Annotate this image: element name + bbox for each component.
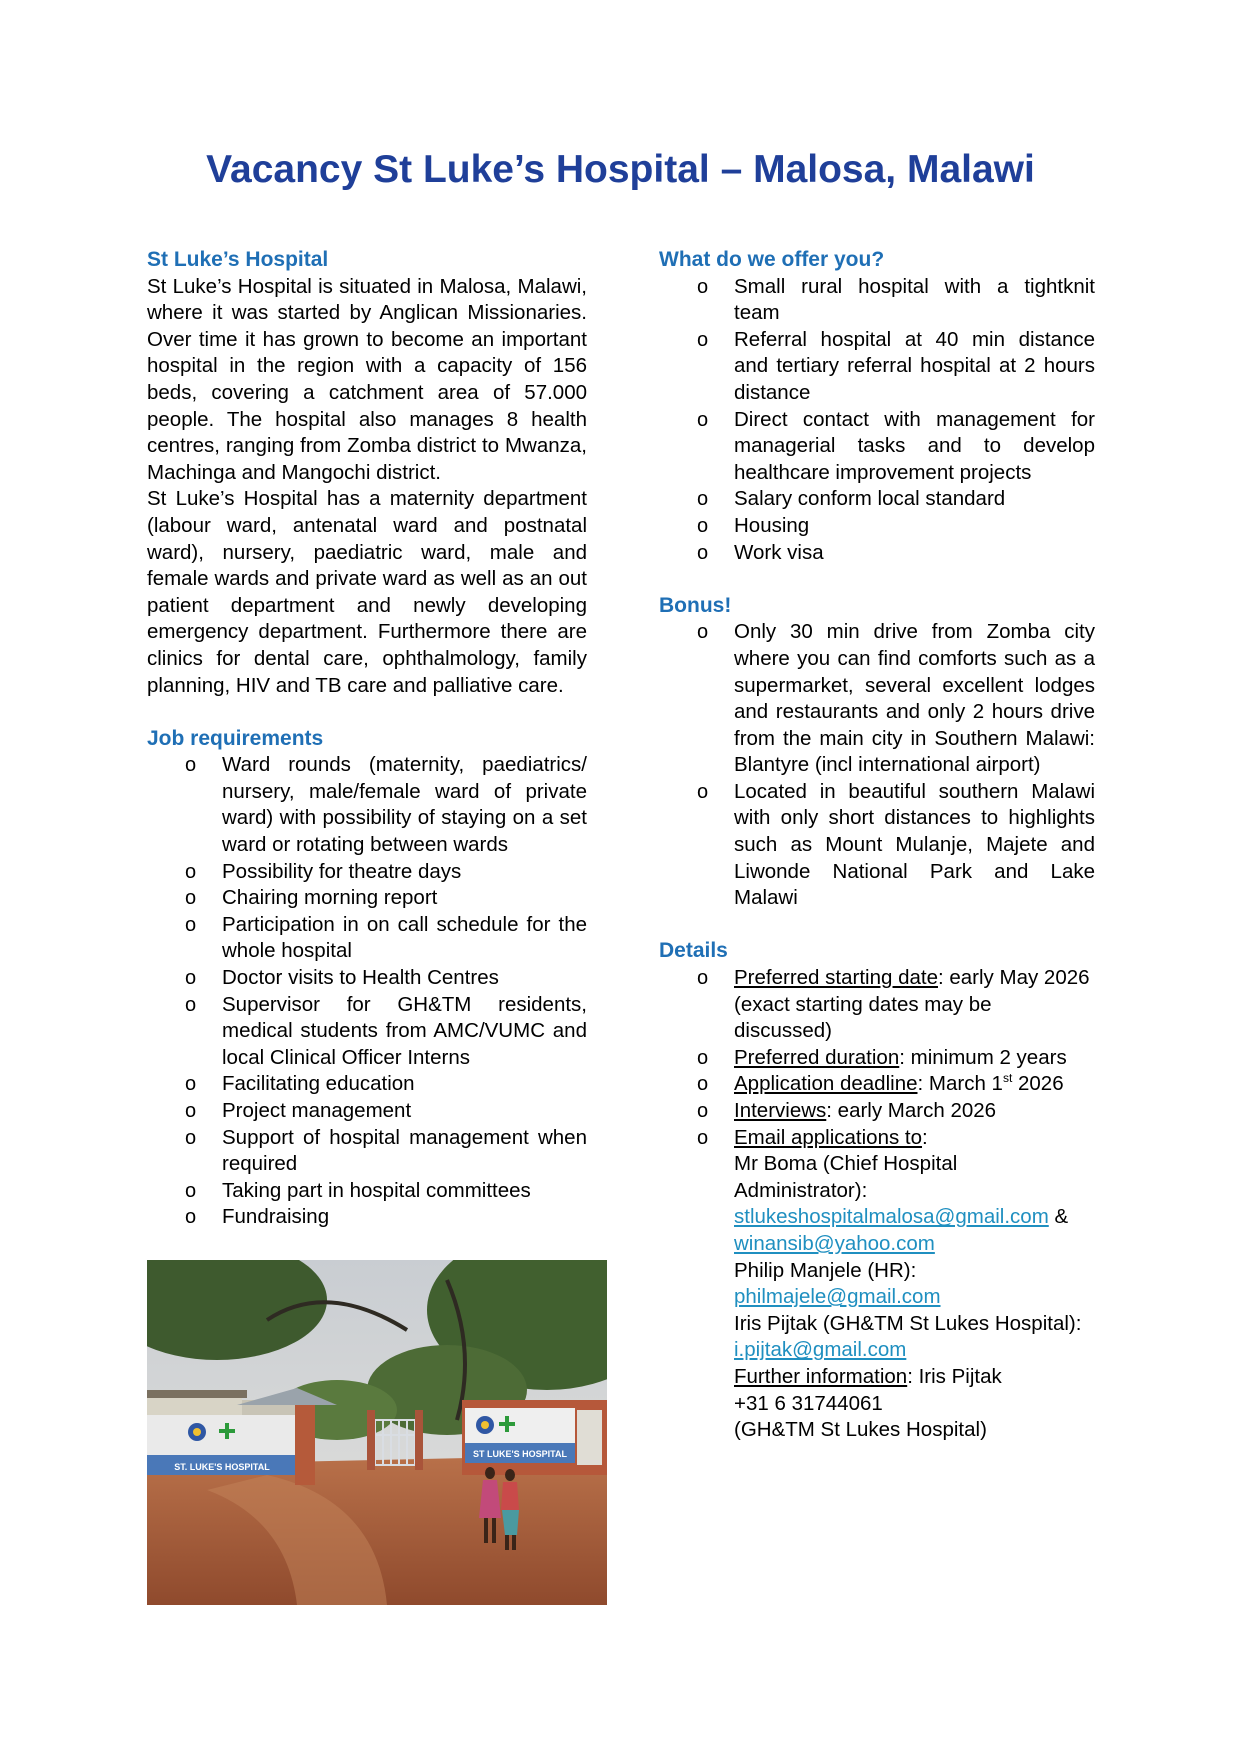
bullet-icon: o xyxy=(697,621,709,644)
bullet-icon: o xyxy=(185,913,197,936)
bullet-icon: o xyxy=(185,967,197,990)
list-item: o Housing xyxy=(659,513,1095,540)
bullet-icon: o xyxy=(697,328,709,351)
bullet-icon: o xyxy=(185,860,197,883)
contact-pijtak: Iris Pijtak (GH&TM St Lukes Hospital): xyxy=(734,1311,1082,1335)
contact-boma: Mr Boma (Chief Hospital Administrator): xyxy=(734,1152,958,1202)
phone-number: +31 6 31744061 xyxy=(734,1391,883,1415)
further-information: Further information: Iris Pijtak xyxy=(734,1364,1002,1388)
list-item: o Facilitating education xyxy=(147,1071,587,1098)
list-item: o Supervisor for GH&TM residents, medical students from AMC/VUMC and local Clinical Officer Interns xyxy=(185,992,587,1069)
section-heading-bonus: Bonus! xyxy=(659,593,732,617)
list-item: o Ward rounds (maternity, paediatrics/ nursery, male/female ward of private ward) with possibility of staying on a set ward or rotating between wards xyxy=(185,753,587,857)
bullet-icon: o xyxy=(185,1126,197,1149)
offer-list xyxy=(659,274,1095,567)
bullet-icon: o xyxy=(697,780,709,803)
right-column xyxy=(659,247,1095,1444)
hospital-description: St Luke’s Hospital is situated in Malosa, Malawi, where it was started by Anglican Missionaries. Over time it has grown to become an important hospital in the region with a capacity of 156 beds, covering a catchment area of 57.000 people. The hospital also manages 8 health centres, ranging from Zomba district to Mwanza, Machinga and Mangochi district. xyxy=(147,274,587,484)
detail-start-date: o Preferred starting date: early May 2026 (exact starting dates may be discussed) xyxy=(697,966,1090,1043)
email-link-philmajele[interactable]: philmajele@gmail.com xyxy=(734,1285,941,1309)
contact-org: (GH&TM St Lukes Hospital) xyxy=(734,1418,987,1442)
bullet-icon: o xyxy=(185,993,197,1016)
section-heading-offer: What do we offer you? xyxy=(659,248,885,271)
left-column xyxy=(147,247,587,1231)
list-item: o Possibility for theatre days xyxy=(147,859,587,886)
list-item: o Small rural hospital with a tightknit team xyxy=(697,274,1095,325)
photo-sign-text: ST. LUKE'S HOSPITAL xyxy=(174,1462,270,1472)
detail-interviews: o Interviews: early March 2026 xyxy=(659,1098,1095,1125)
hospital-departments: St Luke’s Hospital has a maternity department (labour ward, antenatal ward and postnatal ward), nursery, paediatric ward, male and female wards and private ward as well as an out patient department and newly developing emergency department. Furthermore there are clinics for dental care, ophthalmology, family planning, HIV and TB care and palliative care. xyxy=(147,487,587,697)
email-link-pijtak[interactable]: i.pijtak@gmail.com xyxy=(734,1338,907,1362)
bullet-icon: o xyxy=(697,1046,709,1069)
list-item: o Salary conform local standard xyxy=(659,486,1095,513)
section-heading-requirements: Job requirements xyxy=(147,726,324,750)
bullet-icon: o xyxy=(185,1073,197,1096)
detail-email-applications: o Email applications to: Mr Boma (Chief Hospital Administrator): stlukeshospitalmalosa@gmail.com & winansib@yahoo.com Philip Manjele (HR): philmajele@gmail.com Iris Pijtak (GH&TM St Lukes Hospital): i.pijtak@gmail.com Further information: Iris Pijtak +31 6 31744061 (GH&TM St Lukes Hospital) xyxy=(659,1125,1095,1444)
list-item: o Located in beautiful southern Malawi with only short distances to highlights such as Mount Mulanje, Majete and Liwonde National Park and Lake Malawi xyxy=(697,779,1095,910)
bullet-icon: o xyxy=(185,1179,197,1202)
list-item: o Direct contact with management for managerial tasks and to develop healthcare improvement projects xyxy=(697,407,1095,484)
list-item: o Chairing morning report xyxy=(147,885,587,912)
detail-deadline: o Application deadline: March 1st 2026 xyxy=(659,1071,1095,1098)
photo-sign-text-right: ST LUKE'S HOSPITAL xyxy=(473,1449,567,1459)
bullet-icon: o xyxy=(185,754,197,777)
list-item: o Support of hospital management when required xyxy=(185,1125,587,1176)
hospital-entrance-photo xyxy=(147,1260,607,1605)
contact-manjele: Philip Manjele (HR): xyxy=(734,1258,917,1282)
bullet-icon: o xyxy=(185,1206,197,1229)
bullet-icon: o xyxy=(697,275,709,298)
bullet-icon: o xyxy=(697,1100,709,1122)
bullet-icon: o xyxy=(697,514,709,537)
email-link-winansib[interactable]: winansib@yahoo.com xyxy=(734,1231,935,1255)
page-title: Vacancy St Luke’s Hospital – Malosa, Malawi xyxy=(206,148,1035,191)
bullet-icon: o xyxy=(697,967,709,990)
list-item: o Participation in on call schedule for the whole hospital xyxy=(185,912,587,963)
section-heading-hospital: St Luke’s Hospital xyxy=(147,248,329,271)
requirements-list xyxy=(147,752,587,1231)
list-item: o Only 30 min drive from Zomba city where you can find comforts such as a supermarket, several excellent lodges and restaurants and only 2 hours drive from the main city in Southern Malawi: Blantyre (incl international airport) xyxy=(697,620,1095,777)
list-item: o Fundraising xyxy=(147,1204,587,1231)
bullet-icon: o xyxy=(697,1073,709,1096)
list-item: o Project management xyxy=(147,1098,587,1125)
bullet-icon: o xyxy=(185,887,197,910)
details-list xyxy=(659,965,1095,1444)
bullet-icon: o xyxy=(697,408,709,431)
detail-duration: o Preferred duration: minimum 2 years xyxy=(659,1045,1095,1072)
bullet-icon: o xyxy=(697,488,709,511)
bullet-icon: o xyxy=(697,1126,709,1149)
section-heading-details: Details xyxy=(659,939,728,963)
list-item: o Work visa xyxy=(659,540,1095,567)
email-link-stlukes[interactable]: stlukeshospitalmalosa@gmail.com xyxy=(734,1205,1049,1229)
list-item: o Doctor visits to Health Centres xyxy=(147,965,587,992)
bullet-icon: o xyxy=(697,541,709,564)
bullet-icon: o xyxy=(185,1100,197,1122)
list-item: o Referral hospital at 40 min distance and tertiary referral hospital at 2 hours distance xyxy=(697,327,1095,404)
list-item: o Taking part in hospital committees xyxy=(147,1178,587,1205)
bonus-list xyxy=(659,619,1095,912)
